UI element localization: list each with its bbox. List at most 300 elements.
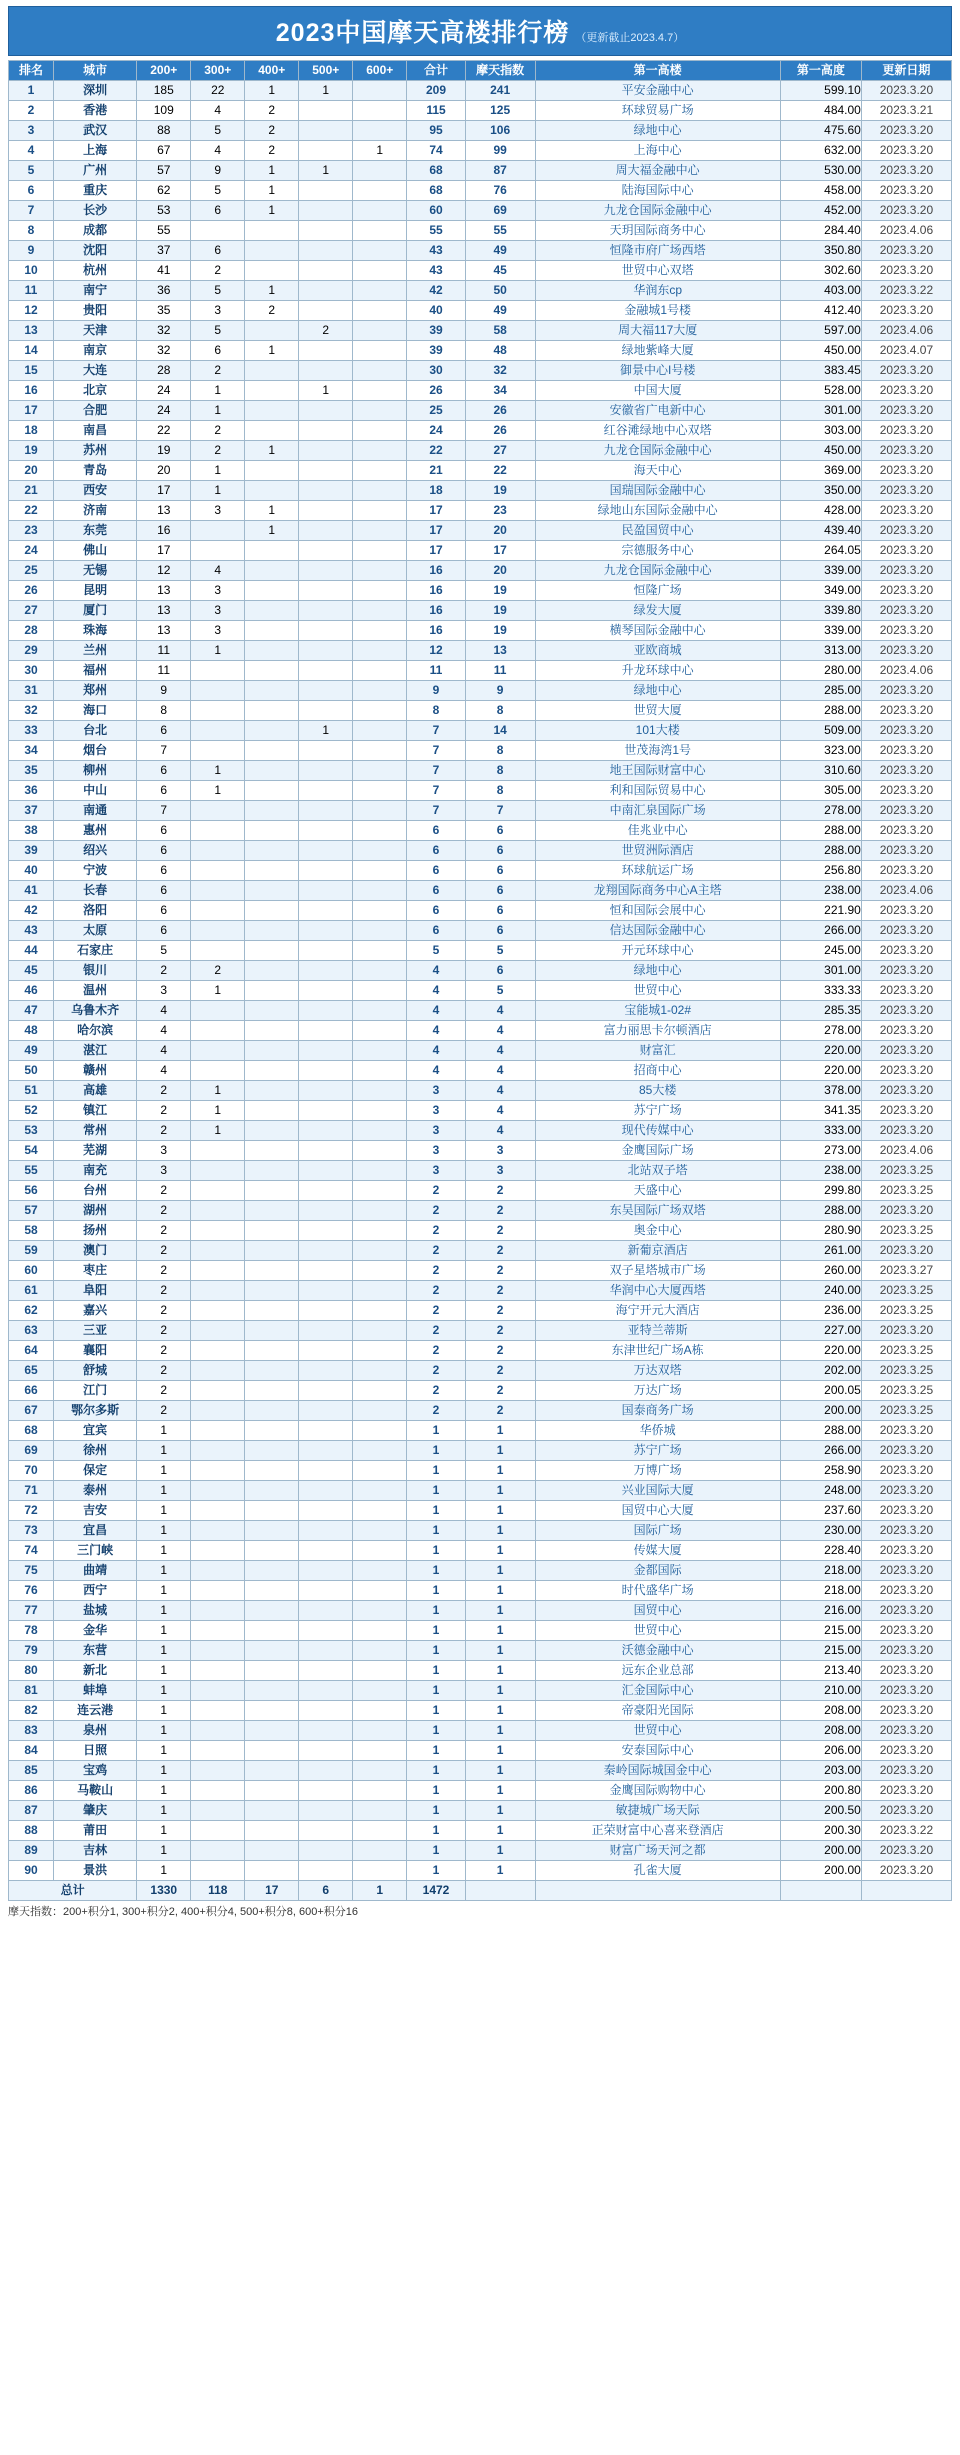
date-cell: 2023.3.20	[861, 1841, 951, 1861]
rank-cell: 30	[9, 661, 54, 681]
count-500-cell	[299, 701, 353, 721]
date-cell: 2023.3.20	[861, 1561, 951, 1581]
table-row[interactable]	[9, 1221, 952, 1241]
height-cell: 349.00	[780, 581, 861, 601]
rank-cell: 69	[9, 1441, 54, 1461]
index-cell: 2	[465, 1361, 535, 1381]
table-row[interactable]	[9, 1141, 952, 1161]
table-row[interactable]	[9, 801, 952, 821]
index-cell: 9	[465, 681, 535, 701]
table-row[interactable]	[9, 221, 952, 241]
rank-cell: 80	[9, 1661, 54, 1681]
table-row[interactable]	[9, 1621, 952, 1641]
table-row[interactable]	[9, 1021, 952, 1041]
date-cell: 2023.3.20	[861, 861, 951, 881]
table-row[interactable]	[9, 1501, 952, 1521]
table-row[interactable]	[9, 101, 952, 121]
count-400-cell	[245, 621, 299, 641]
table-row[interactable]	[9, 1821, 952, 1841]
total-cell: 1	[407, 1841, 466, 1861]
date-cell: 2023.3.20	[861, 1661, 951, 1681]
count-500-cell: 1	[299, 81, 353, 101]
count-300-cell	[191, 1601, 245, 1621]
page-subtitle: （更新截止2023.4.7）	[575, 31, 685, 44]
table-row[interactable]	[9, 361, 952, 381]
index-cell: 2	[465, 1301, 535, 1321]
count-300-cell: 1	[191, 981, 245, 1001]
building-cell: 安徽省广电新中心	[535, 401, 780, 421]
count-500-cell	[299, 981, 353, 1001]
table-row[interactable]	[9, 1761, 952, 1781]
count-300-cell	[191, 1241, 245, 1261]
city-cell: 曲靖	[54, 1561, 137, 1581]
building-cell: 恒和国际会展中心	[535, 901, 780, 921]
count-500-cell	[299, 1381, 353, 1401]
table-row[interactable]	[9, 481, 952, 501]
date-cell: 2023.3.20	[861, 1481, 951, 1501]
rank-cell: 64	[9, 1341, 54, 1361]
building-cell: 招商中心	[535, 1061, 780, 1081]
total-cell: 24	[407, 421, 466, 441]
height-cell: 285.35	[780, 1001, 861, 1021]
table-row[interactable]	[9, 121, 952, 141]
height-cell: 428.00	[780, 501, 861, 521]
table-row[interactable]	[9, 1541, 952, 1561]
date-cell: 2023.3.20	[861, 841, 951, 861]
count-400-cell	[245, 601, 299, 621]
city-cell: 三亚	[54, 1321, 137, 1341]
count-600-cell	[353, 261, 407, 281]
table-row[interactable]	[9, 421, 952, 441]
city-cell: 贵阳	[54, 301, 137, 321]
count-300-cell: 3	[191, 601, 245, 621]
rank-cell: 38	[9, 821, 54, 841]
total-cell: 26	[407, 381, 466, 401]
building-cell: 金鹰国际购物中心	[535, 1781, 780, 1801]
rank-cell: 82	[9, 1701, 54, 1721]
table-row[interactable]	[9, 861, 952, 881]
count-200-cell: 2	[137, 1341, 191, 1361]
table-row[interactable]	[9, 1581, 952, 1601]
height-cell: 288.00	[780, 701, 861, 721]
table-row[interactable]	[9, 1041, 952, 1061]
index-cell: 1	[465, 1721, 535, 1741]
building-cell: 绿地山东国际金融中心	[535, 501, 780, 521]
city-cell: 香港	[54, 101, 137, 121]
height-cell: 632.00	[780, 141, 861, 161]
count-400-cell	[245, 1861, 299, 1881]
table-row[interactable]	[9, 1361, 952, 1381]
height-cell: 208.00	[780, 1701, 861, 1721]
table-row[interactable]	[9, 961, 952, 981]
height-cell: 339.00	[780, 561, 861, 581]
count-500-cell	[299, 561, 353, 581]
height-cell: 273.00	[780, 1141, 861, 1161]
city-cell: 上海	[54, 141, 137, 161]
building-cell: 环球贸易广场	[535, 101, 780, 121]
total-cell: 4	[407, 1021, 466, 1041]
building-cell: 东吴国际广场双塔	[535, 1201, 780, 1221]
count-400-cell	[245, 1761, 299, 1781]
building-cell: 龙翔国际商务中心A主塔	[535, 881, 780, 901]
count-300-cell: 1	[191, 1081, 245, 1101]
table-row[interactable]	[9, 641, 952, 661]
rank-cell: 26	[9, 581, 54, 601]
total-cell: 6	[407, 901, 466, 921]
date-cell: 2023.3.20	[861, 1861, 951, 1881]
count-600-cell	[353, 801, 407, 821]
table-row[interactable]	[9, 881, 952, 901]
building-cell: 周大福金融中心	[535, 161, 780, 181]
table-row[interactable]	[9, 381, 952, 401]
height-cell: 200.05	[780, 1381, 861, 1401]
count-600-cell	[353, 1301, 407, 1321]
total-cell: 1	[407, 1461, 466, 1481]
table-row[interactable]	[9, 1781, 952, 1801]
rank-cell: 48	[9, 1021, 54, 1041]
total-cell: 1	[407, 1641, 466, 1661]
table-row[interactable]	[9, 81, 952, 101]
date-cell: 2023.3.20	[861, 361, 951, 381]
count-400-cell	[245, 561, 299, 581]
table-row[interactable]	[9, 781, 952, 801]
count-400-cell	[245, 821, 299, 841]
table-row[interactable]	[9, 1661, 952, 1681]
count-300-cell	[191, 741, 245, 761]
table-row[interactable]	[9, 1681, 952, 1701]
table-row[interactable]	[9, 1641, 952, 1661]
count-300-cell: 1	[191, 381, 245, 401]
count-600-cell	[353, 1641, 407, 1661]
count-500-cell	[299, 1581, 353, 1601]
index-cell: 1	[465, 1821, 535, 1841]
table-row[interactable]	[9, 321, 952, 341]
height-cell: 208.00	[780, 1721, 861, 1741]
count-300-cell: 1	[191, 481, 245, 501]
table-row[interactable]	[9, 601, 952, 621]
count-600-cell	[353, 1521, 407, 1541]
table-row[interactable]	[9, 341, 952, 361]
table-row[interactable]	[9, 921, 952, 941]
count-400-cell	[245, 661, 299, 681]
total-cell: 6	[407, 861, 466, 881]
city-cell: 三门峡	[54, 1541, 137, 1561]
count-300-cell	[191, 1781, 245, 1801]
table-row[interactable]	[9, 701, 952, 721]
count-300-cell	[191, 1721, 245, 1741]
count-500-cell	[299, 241, 353, 261]
date-cell: 2023.3.20	[861, 1581, 951, 1601]
table-row[interactable]	[9, 441, 952, 461]
rank-cell: 43	[9, 921, 54, 941]
city-cell: 洛阳	[54, 901, 137, 921]
city-cell: 吉林	[54, 1841, 137, 1861]
table-row[interactable]	[9, 1261, 952, 1281]
table-row[interactable]	[9, 941, 952, 961]
count-500-cell	[299, 621, 353, 641]
count-400-cell	[245, 481, 299, 501]
count-500-cell	[299, 461, 353, 481]
table-row[interactable]	[9, 721, 952, 741]
height-cell: 200.00	[780, 1841, 861, 1861]
count-600-cell	[353, 721, 407, 741]
height-cell: 218.00	[780, 1561, 861, 1581]
table-row[interactable]	[9, 1241, 952, 1261]
index-cell: 11	[465, 661, 535, 681]
table-row[interactable]	[9, 1121, 952, 1141]
count-500-cell	[299, 661, 353, 681]
building-cell: 时代盛华广场	[535, 1581, 780, 1601]
count-600-cell	[353, 1401, 407, 1421]
table-row[interactable]	[9, 841, 952, 861]
table-row[interactable]	[9, 821, 952, 841]
table-row[interactable]	[9, 1481, 952, 1501]
table-row[interactable]	[9, 201, 952, 221]
table-row[interactable]	[9, 1421, 952, 1441]
table-row[interactable]	[9, 261, 952, 281]
city-cell: 赣州	[54, 1061, 137, 1081]
building-cell: 环球航运广场	[535, 861, 780, 881]
table-row[interactable]	[9, 501, 952, 521]
count-200-cell: 24	[137, 381, 191, 401]
index-cell: 1	[465, 1601, 535, 1621]
table-row[interactable]	[9, 281, 952, 301]
date-cell: 2023.3.20	[861, 1421, 951, 1441]
building-cell: 万达双塔	[535, 1361, 780, 1381]
table-row[interactable]	[9, 141, 952, 161]
table-row[interactable]	[9, 1341, 952, 1361]
count-200-cell: 1	[137, 1801, 191, 1821]
table-row[interactable]	[9, 181, 952, 201]
table-row[interactable]	[9, 901, 952, 921]
table-row[interactable]	[9, 981, 952, 1001]
index-cell: 34	[465, 381, 535, 401]
table-row[interactable]	[9, 681, 952, 701]
height-cell: 339.00	[780, 621, 861, 641]
building-cell: 财富广场天河之都	[535, 1841, 780, 1861]
count-400-cell	[245, 781, 299, 801]
col-600plus: 600+	[353, 61, 407, 81]
col-500plus: 500+	[299, 61, 353, 81]
table-row[interactable]	[9, 1161, 952, 1181]
table-row[interactable]	[9, 1741, 952, 1761]
table-row[interactable]	[9, 541, 952, 561]
building-cell: 开元环球中心	[535, 941, 780, 961]
count-200-cell: 17	[137, 481, 191, 501]
count-300-cell: 2	[191, 441, 245, 461]
table-row[interactable]	[9, 241, 952, 261]
city-cell: 镇江	[54, 1101, 137, 1121]
building-cell: 陆海国际中心	[535, 181, 780, 201]
date-cell: 2023.3.20	[861, 1621, 951, 1641]
count-500-cell: 1	[299, 381, 353, 401]
table-row[interactable]	[9, 1561, 952, 1581]
count-200-cell: 88	[137, 121, 191, 141]
count-200-cell: 9	[137, 681, 191, 701]
count-200-cell: 1	[137, 1441, 191, 1461]
count-400-cell	[245, 1821, 299, 1841]
total-cell: 1	[407, 1761, 466, 1781]
table-header	[9, 61, 952, 81]
count-200-cell: 1	[137, 1461, 191, 1481]
building-cell: 华润东ср	[535, 281, 780, 301]
height-cell: 288.00	[780, 1421, 861, 1441]
table-row[interactable]	[9, 581, 952, 601]
total-cell: 209	[407, 81, 466, 101]
count-400-cell	[245, 1201, 299, 1221]
building-cell: 地王国际财富中心	[535, 761, 780, 781]
rank-cell: 53	[9, 1121, 54, 1141]
count-300-cell: 3	[191, 501, 245, 521]
total-cell: 7	[407, 761, 466, 781]
count-200-cell: 16	[137, 521, 191, 541]
table-row[interactable]	[9, 1841, 952, 1861]
count-400-cell	[245, 421, 299, 441]
table-row[interactable]	[9, 621, 952, 641]
count-200-cell: 2	[137, 1081, 191, 1101]
date-cell: 2023.3.20	[861, 541, 951, 561]
table-row[interactable]	[9, 761, 952, 781]
table-row[interactable]	[9, 1001, 952, 1021]
height-cell: 350.00	[780, 481, 861, 501]
count-400-cell	[245, 701, 299, 721]
date-cell: 2023.3.20	[861, 581, 951, 601]
count-200-cell: 6	[137, 721, 191, 741]
count-300-cell	[191, 1001, 245, 1021]
height-cell: 236.00	[780, 1301, 861, 1321]
count-200-cell: 3	[137, 1161, 191, 1181]
table-row[interactable]	[9, 661, 952, 681]
count-600-cell	[353, 1481, 407, 1501]
count-400-cell	[245, 1721, 299, 1741]
table-row[interactable]	[9, 1381, 952, 1401]
table-row[interactable]	[9, 401, 952, 421]
building-cell: 85大楼	[535, 1081, 780, 1101]
count-300-cell	[191, 901, 245, 921]
total-cell: 6	[407, 921, 466, 941]
height-cell: 333.00	[780, 1121, 861, 1141]
count-600-cell	[353, 401, 407, 421]
count-200-cell: 1	[137, 1781, 191, 1801]
summary-height-cell	[780, 1881, 861, 1901]
city-cell: 成都	[54, 221, 137, 241]
count-400-cell	[245, 1361, 299, 1381]
height-cell: 278.00	[780, 1021, 861, 1041]
count-400-cell	[245, 1241, 299, 1261]
count-600-cell	[353, 521, 407, 541]
table-row[interactable]	[9, 1301, 952, 1321]
count-500-cell	[299, 521, 353, 541]
count-500-cell	[299, 361, 353, 381]
table-row[interactable]	[9, 1321, 952, 1341]
rank-cell: 90	[9, 1861, 54, 1881]
building-cell: 海天中心	[535, 461, 780, 481]
count-400-cell: 2	[245, 301, 299, 321]
index-cell: 1	[465, 1501, 535, 1521]
table-row[interactable]	[9, 1401, 952, 1421]
count-400-cell: 2	[245, 141, 299, 161]
table-row[interactable]	[9, 561, 952, 581]
count-300-cell	[191, 521, 245, 541]
table-row[interactable]	[9, 461, 952, 481]
count-500-cell	[299, 861, 353, 881]
total-cell: 3	[407, 1121, 466, 1141]
count-300-cell	[191, 1541, 245, 1561]
height-cell: 369.00	[780, 461, 861, 481]
index-cell: 8	[465, 741, 535, 761]
height-cell: 260.00	[780, 1261, 861, 1281]
height-cell: 220.00	[780, 1061, 861, 1081]
table-row[interactable]	[9, 521, 952, 541]
table-row[interactable]	[9, 1601, 952, 1621]
count-500-cell	[299, 1001, 353, 1021]
table-row[interactable]	[9, 1721, 952, 1741]
table-row[interactable]	[9, 1201, 952, 1221]
height-cell: 284.40	[780, 221, 861, 241]
total-cell: 2	[407, 1261, 466, 1281]
skyscraper-ranking-table	[8, 60, 952, 1901]
col-tallest-height: 第一高度	[780, 61, 861, 81]
count-600-cell	[353, 1341, 407, 1361]
total-cell: 22	[407, 441, 466, 461]
rank-cell: 37	[9, 801, 54, 821]
rank-cell: 28	[9, 621, 54, 641]
count-400-cell: 1	[245, 441, 299, 461]
table-row[interactable]	[9, 1181, 952, 1201]
rank-cell: 21	[9, 481, 54, 501]
table-row[interactable]	[9, 1101, 952, 1121]
city-cell: 肇庆	[54, 1801, 137, 1821]
count-300-cell	[191, 1821, 245, 1841]
city-cell: 湛江	[54, 1041, 137, 1061]
table-row[interactable]	[9, 1281, 952, 1301]
count-300-cell	[191, 681, 245, 701]
total-cell: 7	[407, 741, 466, 761]
count-600-cell	[353, 421, 407, 441]
city-cell: 无锡	[54, 561, 137, 581]
table-row[interactable]	[9, 1521, 952, 1541]
total-cell: 7	[407, 781, 466, 801]
table-row[interactable]	[9, 741, 952, 761]
rank-cell: 11	[9, 281, 54, 301]
date-cell: 2023.3.20	[861, 741, 951, 761]
count-400-cell: 2	[245, 101, 299, 121]
table-row[interactable]	[9, 1441, 952, 1461]
total-cell: 7	[407, 721, 466, 741]
height-cell: 210.00	[780, 1681, 861, 1701]
count-200-cell: 13	[137, 621, 191, 641]
height-cell: 302.60	[780, 261, 861, 281]
table-row[interactable]	[9, 1061, 952, 1081]
table-row[interactable]	[9, 1461, 952, 1481]
table-row[interactable]	[9, 1801, 952, 1821]
count-500-cell	[299, 421, 353, 441]
city-cell: 重庆	[54, 181, 137, 201]
table-row[interactable]	[9, 161, 952, 181]
rank-cell: 52	[9, 1101, 54, 1121]
count-600-cell	[353, 761, 407, 781]
count-600-cell	[353, 1281, 407, 1301]
count-600-cell	[353, 1381, 407, 1401]
height-cell: 215.00	[780, 1641, 861, 1661]
table-row[interactable]	[9, 1081, 952, 1101]
table-row[interactable]	[9, 301, 952, 321]
table-row[interactable]	[9, 1861, 952, 1881]
table-row[interactable]	[9, 1701, 952, 1721]
count-500-cell	[299, 841, 353, 861]
index-cell: 26	[465, 401, 535, 421]
count-600-cell	[353, 341, 407, 361]
